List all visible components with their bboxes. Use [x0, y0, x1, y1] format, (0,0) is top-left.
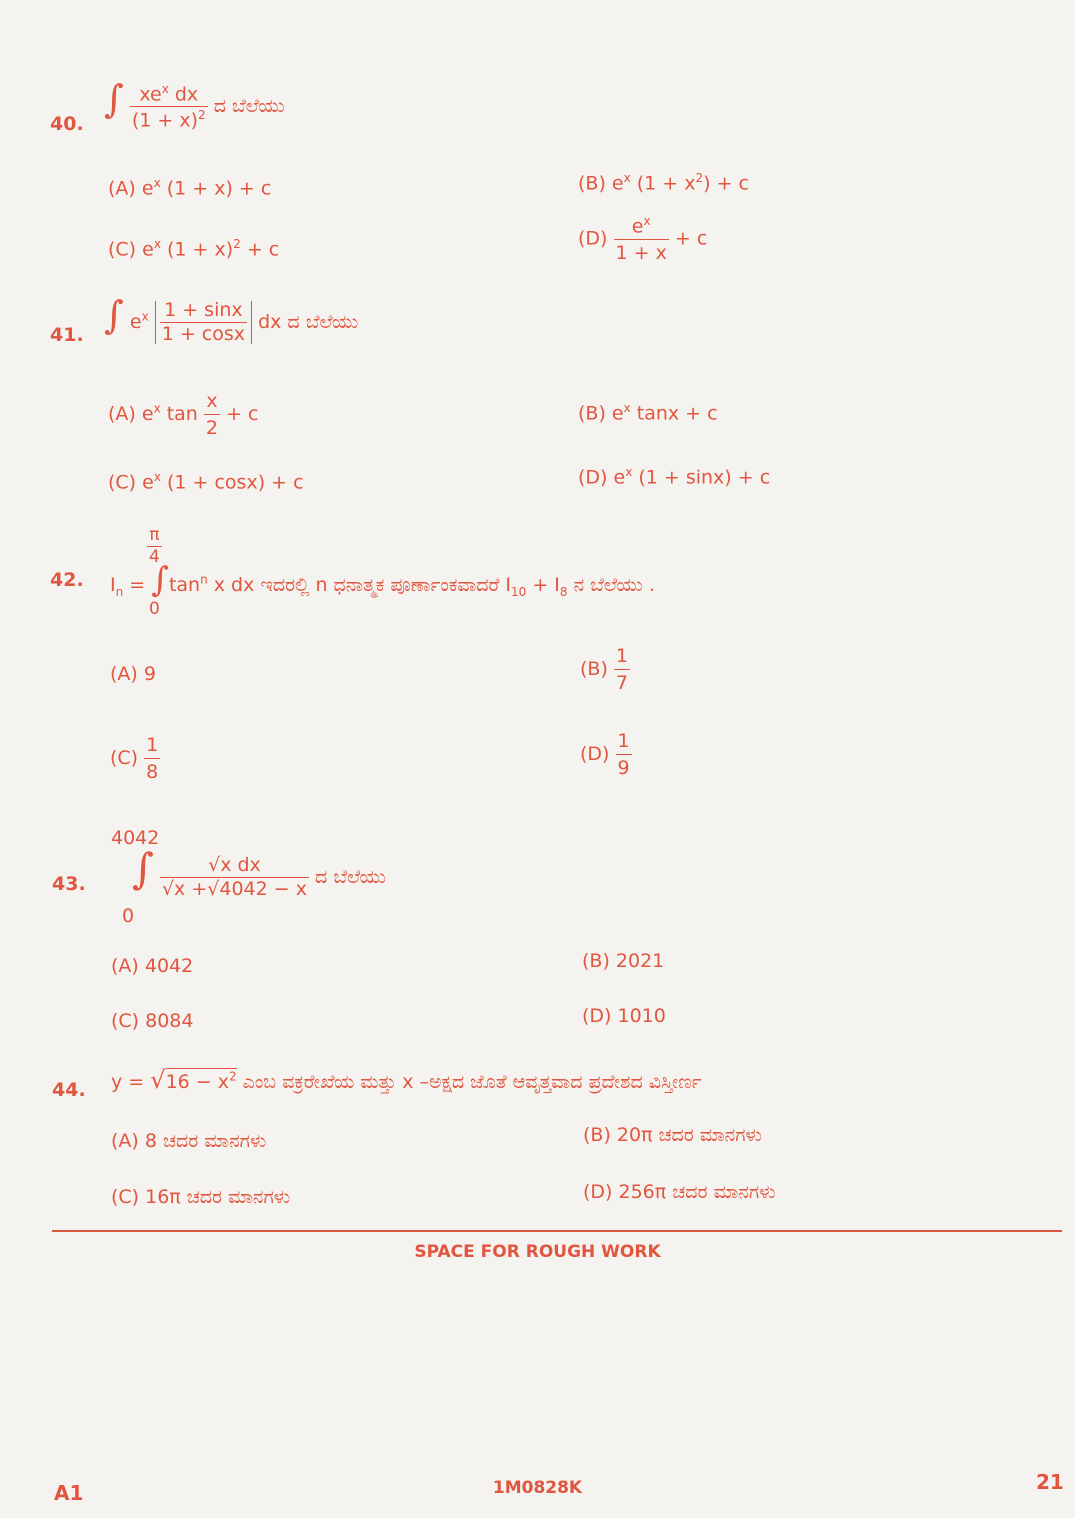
q44-option-b: (B) 20π ಚದರ ಮಾನಗಳು — [583, 1124, 762, 1146]
q42-option-c: (C) $\frac{1}{8}$ — [110, 734, 159, 783]
q43-lower-limit: 0 — [122, 905, 135, 927]
paper-code: 1M0828K — [492, 1478, 583, 1498]
q44-option-d: (D) 256π ಚದರ ಮಾನಗಳು — [583, 1181, 776, 1203]
q43-option-a: (A) 4042 — [111, 955, 194, 977]
q40-suffix: ದ ಬೆಲೆಯು — [213, 95, 285, 117]
q43-upper-limit: 4042 — [111, 827, 160, 849]
integral-sign: ∫ — [132, 844, 154, 893]
q41-option-b: (B) $e^x$ tanx + c — [578, 401, 718, 425]
integral-sign: ∫ — [104, 293, 124, 337]
q43-number: 43. — [52, 873, 86, 895]
q43-suffix: ದ ಬೆಲೆಯು — [315, 866, 386, 888]
q44-option-a: (A) 8 ಚದರ ಮಾನಗಳು — [111, 1130, 267, 1152]
page-number: 21 — [1036, 1470, 1064, 1494]
q41-option-c: (C) $e^x$ (1 + cosx) + c — [108, 470, 304, 494]
q41-option-d: (D) $e^x$ (1 + sinx) + c — [578, 465, 771, 489]
q40-option-a: (A) $e^x$ (1 + x) + c — [108, 176, 272, 200]
q43-fraction: $\frac{\text{√x dx}}{√x +√4042 - x}$ — [161, 854, 307, 900]
q40-number: 40. — [50, 113, 84, 135]
q42-upper-limit: $\frac{\pi}{4}$ — [149, 525, 160, 567]
q40-fraction: $\frac{xe^x dx}{(1 + x)^2}$ — [131, 81, 206, 132]
q42-option-d: (D) $\frac{1}{9}$ — [580, 730, 630, 779]
q42-number: 42. — [50, 569, 84, 591]
q43-stem — [132, 844, 386, 900]
booklet-code: A1 — [54, 1481, 84, 1505]
q44-number: 44. — [52, 1079, 86, 1101]
q42-stem: $I_n = \int\tan^n$ x dx ಇದರಲ್ಲಿ n ಧನಾತ್ಮಕ ಪೂರ್ಣಾಂಕವಾದರೆ $I_{10} + I_8$ ನ ಬೆಲೆಯು . — [110, 560, 655, 600]
q43-option-c: (C) 8084 — [111, 1010, 194, 1032]
q40-option-b: (B) $e^x$ $(1 + x^2) + c$ — [578, 171, 749, 195]
q44-stem: $y = √16 - x^2$ ಎಂಬ ವಕ್ರರೇಖೆಯ ಮತ್ತು x –ಅಕ್ಷದ ಜೊತೆ ಆವೃತ್ತವಾದ ಪ್ರದೇಶದ ವಿಸ್ತೀರ್ಣ — [111, 1066, 702, 1094]
rough-work-divider — [52, 1230, 1062, 1232]
q42-option-a: (A) 9 — [110, 663, 156, 685]
q40-stem — [104, 77, 285, 132]
q41-suffix: dx ದ ಬೆಲೆಯು — [258, 311, 359, 333]
rough-work-label: SPACE FOR ROUGH WORK — [414, 1242, 661, 1262]
integral-sign: ∫ — [104, 77, 124, 121]
q43-option-b: (B) 2021 — [582, 950, 665, 972]
q40-option-d: (D) $\frac{e^x}{1 + x}$ + c — [578, 214, 708, 265]
integral-sign: ∫ — [151, 560, 169, 600]
q42-option-b: (B) $\frac{1}{7}$ — [580, 645, 629, 694]
q41-stem: ∫ $e^x$ $\frac{1 + \sin x}{1 + \cos x}$ dx ದ ಬೆಲೆಯು — [104, 293, 359, 345]
q43-option-d: (D) 1010 — [582, 1005, 666, 1027]
q44-option-c: (C) 16π ಚದರ ಮಾನಗಳು — [111, 1186, 291, 1208]
q42-lower-limit: 0 — [149, 599, 160, 619]
q41-bracket: $\frac{1 + \sin x}{1 + \cos x}$ — [155, 301, 252, 344]
q40-option-c: (C) $e^x$ $(1 + x)^2 + c$ — [108, 237, 280, 261]
q41-number: 41. — [50, 324, 84, 346]
q41-option-a: (A) $e^x$ tan $\frac{x}{2}$ + c — [108, 390, 259, 439]
